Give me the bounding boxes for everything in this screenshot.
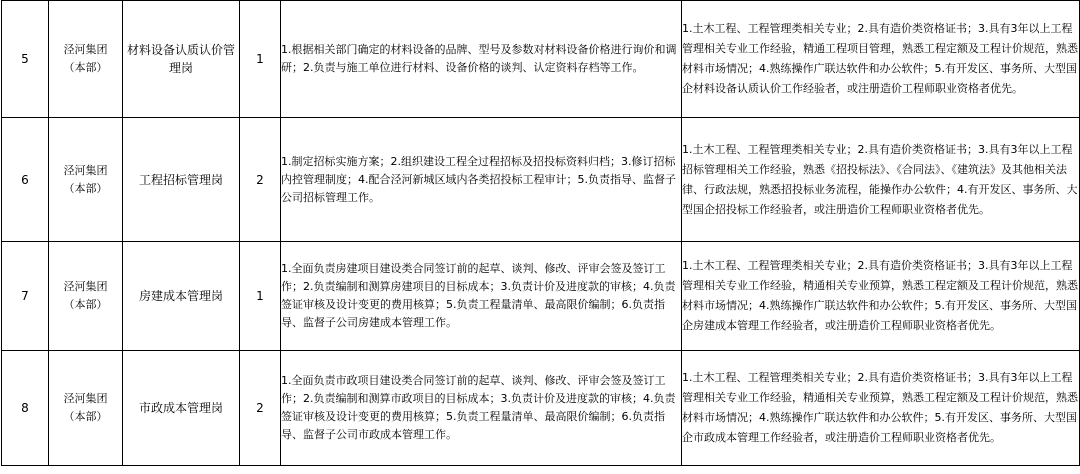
job-duties: 1.根据相关部门确定的材料设备的品牌、型号及参数对材料设备价格进行询价和调研；2.负责与施工单位进行材料、设备价格的谈判、认定资料存档等工作。 [281, 1, 682, 118]
unit-cell [49, 242, 123, 351]
row-number: 6 [2, 118, 49, 242]
unit-dept: （本部） [63, 181, 108, 195]
job-duties: 1.全面负责房建项目建设类合同签订前的起草、谈判、修改、评审会签及签订工作；2.负责编制和测算房建项目的目标成本；3.负责计价及进度款的审核；4.负责签证审核及设计变更的费用核算；5.负责工程量清单、最高限价编制；6.负责指导、监督子公司房建成本管理工作。 [281, 242, 682, 351]
headcount: 1 [240, 1, 281, 118]
row-number: 7 [2, 242, 49, 351]
job-requirements: 1.土木工程、工程管理类相关专业；2.具有造价类资格证书；3.具有3年以上工程招标管理相关工作经验，熟悉《招投标法》、《合同法》、《建筑法》及其他相关法律、行政法规，熟悉招投标业务流程，能操作办公软件；4.有开发区、事务所、大型国企招投标工作经验者，或注册造价工程师职业资格者优先。 [682, 118, 1080, 242]
job-duties: 1.制定招标实施方案；2.组织建设工程全过程招标及招投标资料归档；3.修订招标内控管理制度；4.配合泾河新城区域内各类招投标工程审计；5.负责指导、监督子公司招标管理工作。 [281, 118, 682, 242]
unit-cell [49, 351, 123, 466]
table-row [2, 242, 1080, 351]
unit-name: 泾河集团 [63, 280, 108, 293]
table-row [2, 118, 1080, 242]
position-name: 房建成本管理岗 [123, 242, 240, 351]
headcount: 1 [240, 242, 281, 351]
position-name: 材料设备认质认价管理岗 [123, 1, 240, 118]
job-requirements: 1.土木工程、工程管理类相关专业；2.具有造价类资格证书；3.具有3年以上工程管理相关专业工作经验，精通相关专业预算，熟悉工程定额及工程计价规范，熟悉材料市场情况；4.熟练操作广联达软件和办公软件；5.有开发区、事务所、大型国企市政成本管理工作经验者，或注册造价工程师职业资格者优先。 [682, 351, 1080, 466]
row-number: 8 [2, 351, 49, 466]
unit-dept: （本部） [63, 61, 108, 74]
unit-dept: （本部） [63, 410, 108, 423]
table-row [2, 351, 1080, 466]
headcount: 2 [240, 351, 281, 466]
position-name: 工程招标管理岗 [123, 118, 240, 242]
unit-name: 泾河集团 [63, 392, 108, 405]
unit-cell [49, 1, 123, 118]
unit-dept: （本部） [63, 298, 108, 311]
unit-name: 泾河集团 [63, 163, 108, 177]
position-name: 市政成本管理岗 [123, 351, 240, 466]
recruitment-table [1, 0, 1080, 466]
job-requirements: 1.土木工程、工程管理类相关专业；2.具有造价类资格证书；3.具有3年以上工程管理相关专业工作经验，精通工程项目管理，熟悉工程定额及工程计价规范，熟悉材料市场情况；4.熟练操作广联达软件和办公软件；5.有开发区、事务所、大型国企材料设备认质认价工作经验者，或注册造价工程师职业资格者优先。 [682, 1, 1080, 118]
row-number: 5 [2, 1, 49, 118]
unit-cell [49, 118, 123, 242]
job-duties: 1.全面负责市政项目建设类合同签订前的起草、谈判、修改、评审会签及签订工作；2.负责编制和测算市政项目的目标成本；3.负责计价及进度款的审核；4.负责签证审核及设计变更的费用核算；5.负责工程量清单、最高限价编制；6.负责指导、监督子公司市政成本管理工作。 [281, 351, 682, 466]
headcount: 2 [240, 118, 281, 242]
unit-name: 泾河集团 [63, 43, 108, 56]
table-row [2, 1, 1080, 118]
job-requirements: 1.土木工程、工程管理类相关专业；2.具有造价类资格证书；3.具有3年以上工程管理相关专业工作经验，精通相关专业预算，熟悉工程定额及工程计价规范，熟悉材料市场情况；4.熟练操作广联达软件和办公软件；5.有开发区、事务所、大型国企房建成本管理工作经验者，或注册造价工程师职业资格者优先。 [682, 242, 1080, 351]
